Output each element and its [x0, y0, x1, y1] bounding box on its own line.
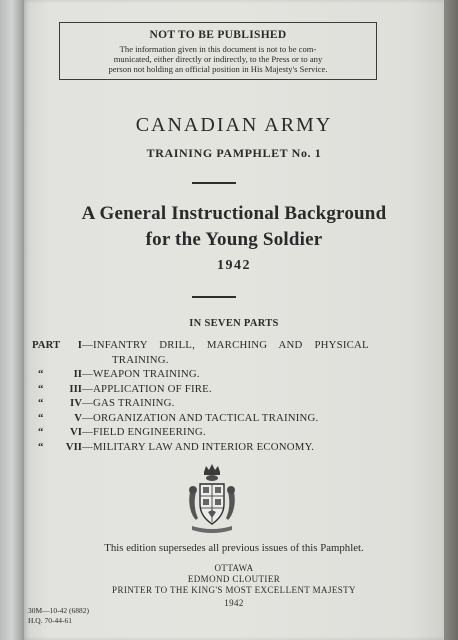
notice-body	[60, 44, 376, 74]
part-title: —INFANTRY DRILL, MARCHING AND PHYSICAL	[82, 339, 369, 351]
notice-line: person not holding an official position in His Majesty's Service.	[108, 64, 328, 74]
list-item	[32, 411, 432, 426]
part-numeral: VII	[65, 440, 82, 453]
document-year: 1942	[217, 258, 251, 273]
background-edge	[444, 0, 458, 640]
part-title: —FIELD ENGINEERING.	[82, 426, 206, 438]
part-title: —APPLICATION OF FIRE.	[82, 382, 212, 395]
part-numeral: III	[69, 382, 82, 395]
parts-heading: IN SEVEN PARTS	[189, 318, 279, 329]
army-heading: CANADIAN ARMY	[135, 114, 333, 136]
ditto-mark: “	[38, 426, 44, 438]
document-title-line2: for the Young Soldier	[145, 229, 323, 250]
ditto-mark: “	[38, 368, 44, 380]
notice-title: NOT TO BE PUBLISHED	[149, 29, 287, 41]
part-numeral: II	[73, 368, 82, 380]
list-item	[32, 338, 432, 353]
title-page	[24, 0, 444, 640]
list-item	[32, 440, 432, 455]
supersedes-note: This edition supersedes all previous issues of this Pamphlet.	[104, 542, 364, 554]
book-spine	[0, 0, 26, 640]
imprint-city: OTTAWA	[214, 563, 254, 573]
pamphlet-number: TRAINING PAMPHLET No. 1	[146, 146, 322, 160]
part-numeral: V	[74, 411, 82, 424]
imprint-printer-name: EDMOND CLOUTIER	[187, 574, 281, 584]
imprint-printer-title: PRINTER TO THE KING'S MOST EXCELLENT MAJESTY	[112, 585, 356, 595]
print-codes	[28, 606, 89, 626]
ditto-mark: “	[38, 440, 44, 453]
list-item	[32, 425, 432, 440]
list-item-continuation	[32, 353, 432, 368]
part-numeral: I	[77, 339, 82, 351]
ditto-mark: “	[38, 382, 44, 395]
part-title-continuation: TRAINING.	[112, 353, 169, 366]
list-item	[32, 382, 432, 397]
print-code-line: H.Q. 70-44-61	[28, 616, 72, 625]
divider-rule	[192, 182, 236, 184]
part-title: —ORGANIZATION AND TACTICAL TRAINING.	[82, 411, 319, 424]
imprint-year: 1942	[224, 598, 244, 608]
royal-coat-of-arms-icon	[184, 462, 240, 534]
part-title: —MILITARY LAW AND INTERIOR ECONOMY.	[82, 440, 315, 453]
part-title: —WEAPON TRAINING.	[82, 368, 200, 380]
list-item	[32, 367, 432, 382]
part-title: —GAS TRAINING.	[82, 397, 175, 409]
confidentiality-notice-box	[59, 22, 377, 80]
ditto-mark: “	[38, 397, 44, 409]
print-code-line: 30M—10-42 (6882)	[28, 606, 90, 615]
part-numeral: IV	[70, 397, 82, 409]
divider-rule	[192, 296, 236, 298]
list-item	[32, 396, 432, 411]
notice-line: municated, either directly or indirectly, to the Press or to any	[113, 54, 323, 64]
parts-list	[32, 338, 432, 454]
notice-line: The information given in this document is not to be com-	[119, 44, 317, 54]
document-title-line1: A General Instructional Background	[81, 203, 387, 224]
part-numeral: VI	[70, 426, 82, 438]
ditto-mark: “	[38, 411, 44, 424]
part-prefix: PART	[32, 339, 61, 351]
